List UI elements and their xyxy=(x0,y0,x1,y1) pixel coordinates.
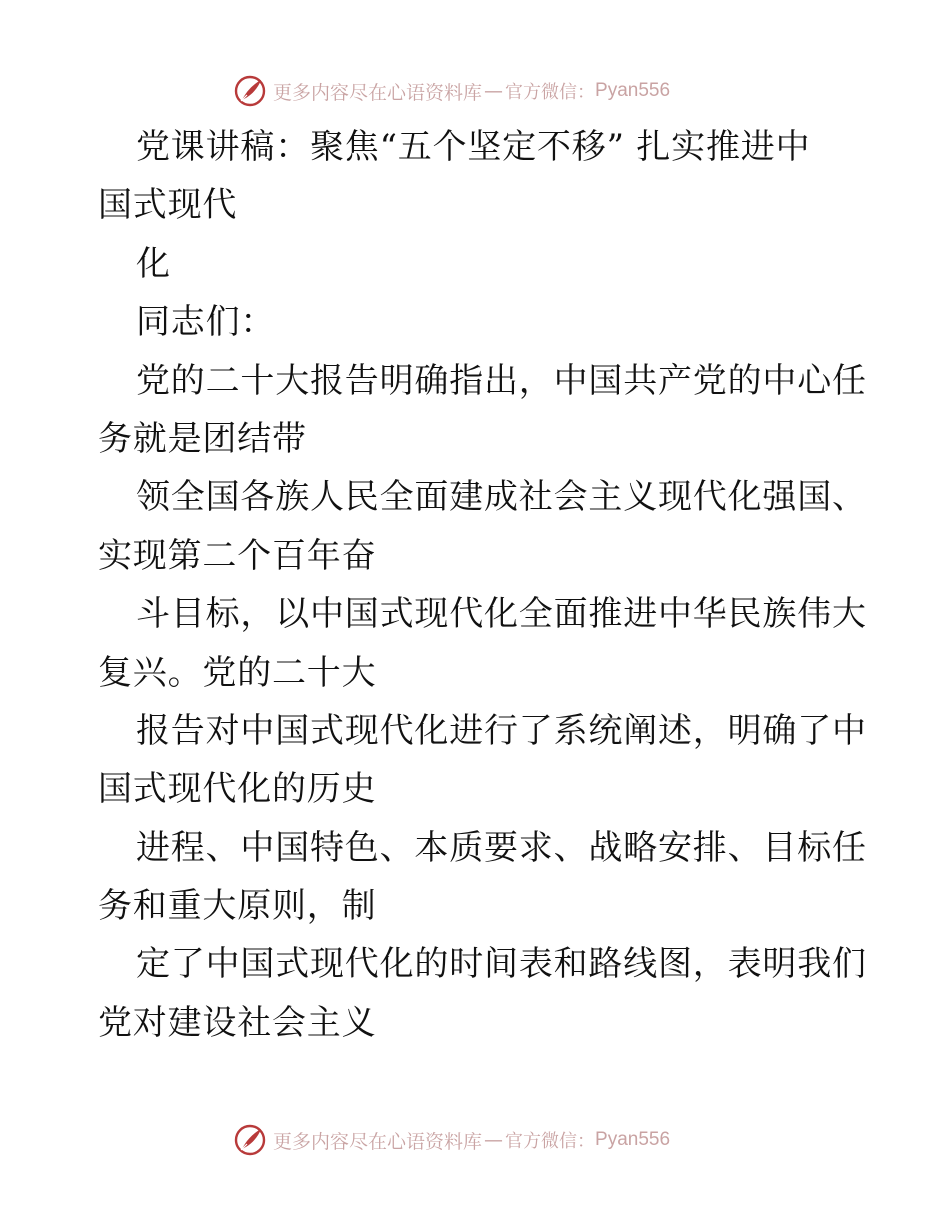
title-line-3: 化 xyxy=(136,243,171,284)
paragraph-line: 实现第二个百年奋 xyxy=(98,535,377,576)
salutation: 同志们： xyxy=(136,302,276,343)
footer-watermark xyxy=(233,1123,670,1157)
watermark-text: 更多内容尽在心语资料库 xyxy=(273,1130,483,1153)
paragraph-line: 党对建设社会主义 xyxy=(98,1002,377,1043)
paragraph-line: 国式现代化的历史 xyxy=(98,769,377,810)
watermark-dash: — xyxy=(484,1129,504,1151)
watermark-wechat-label: 官方微信： xyxy=(505,82,596,103)
feather-pen-logo-icon xyxy=(233,74,267,108)
watermark-wechat-id: Pyan556 xyxy=(595,1129,671,1150)
paragraph-line: 党的二十大报告明确指出，中国共产党的中心任 xyxy=(136,360,867,401)
feather-pen-logo-icon xyxy=(233,1123,267,1157)
watermark-wechat-label: 官方微信： xyxy=(505,1131,596,1152)
paragraph-line: 务和重大原则，制 xyxy=(98,886,377,927)
header-watermark xyxy=(233,74,670,108)
watermark-text: 更多内容尽在心语资料库 xyxy=(273,81,483,104)
paragraph-line: 领全国各族人民全面建成社会主义现代化强国、 xyxy=(136,477,867,518)
paragraph-line: 务就是团结带 xyxy=(98,418,307,459)
paragraph-line: 斗目标，以中国式现代化全面推进中华民族伟大 xyxy=(136,594,867,635)
paragraph-line: 进程、中国特色、本质要求、战略安排、目标任 xyxy=(136,827,867,868)
watermark-dash: — xyxy=(484,80,504,102)
document-body xyxy=(98,118,867,1052)
title-line-1: 党课讲稿：聚焦“五个坚定不移” 扎实推进中 xyxy=(136,127,811,167)
title-line-2: 国式现代 xyxy=(98,185,238,226)
watermark-wechat-id: Pyan556 xyxy=(595,80,671,101)
paragraph-line: 报告对中国式现代化进行了系统阐述，明确了中 xyxy=(136,710,867,751)
paragraph-line: 复兴。党的二十大 xyxy=(98,652,377,693)
paragraph-line: 定了中国式现代化的时间表和路线图，表明我们 xyxy=(136,944,867,985)
